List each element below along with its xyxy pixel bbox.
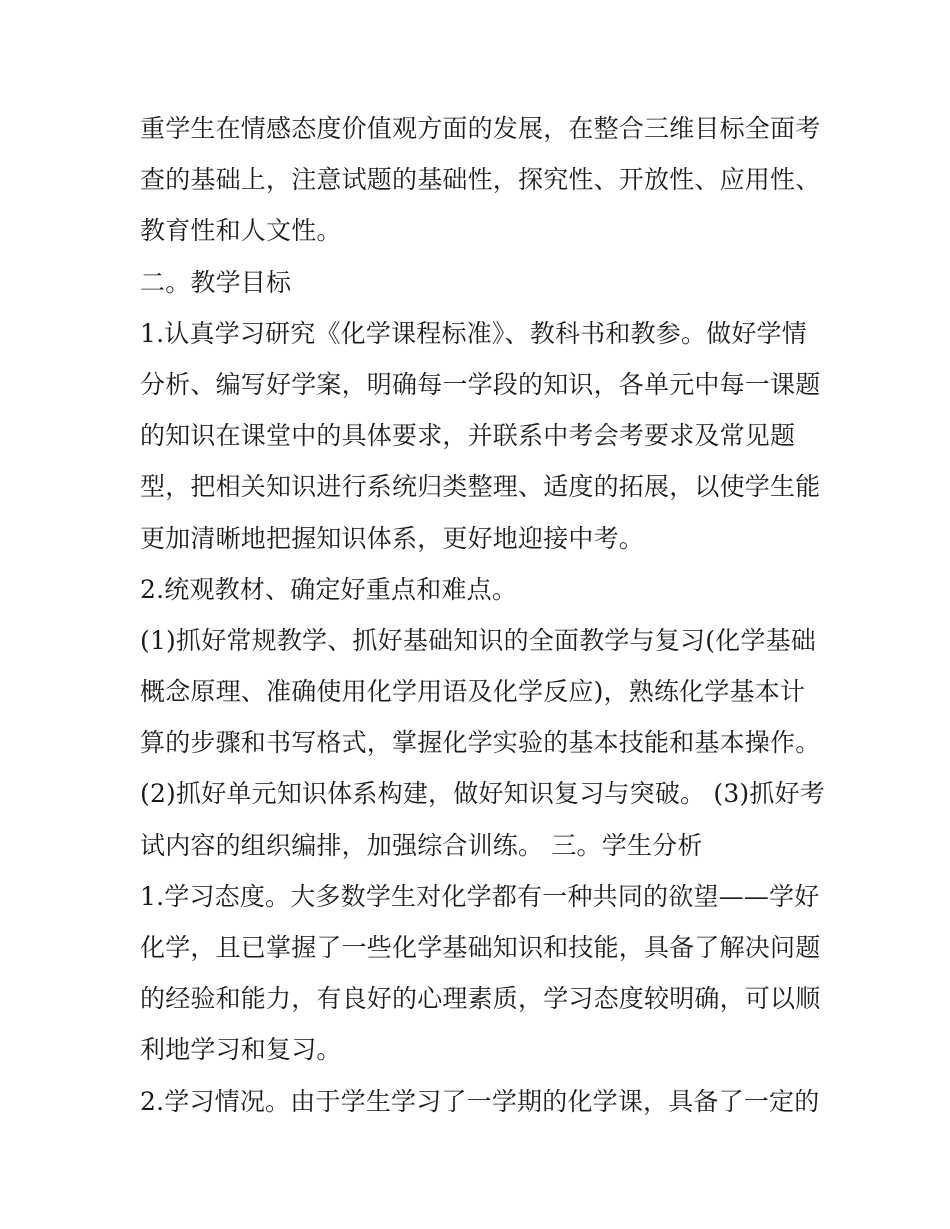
text-line: 重学生在情感态度价值观方面的发展，在整合三维目标全面考 [140,114,821,143]
text-line: 查的基础上，注意试题的基础性，探究性、开放性、应用性、 [140,165,821,195]
text-line: (1)抓好常规教学、抓好基础知识的全面教学与复习(化学基础 [140,625,816,655]
text-line: 的知识在课堂中的具体要求，并联系中考会考要求及常见题 [140,421,796,451]
text-line: 2.学习情况。由于学生学习了一学期的化学课，具备了一定的 [140,1086,820,1116]
text-line: 1.认真学习研究《化学课程标准》、教科书和教参。做好学情 [140,318,807,348]
document-body [140,103,825,1127]
text-line: 更加清晰地把握知识体系，更好地迎接中考。 [140,523,645,553]
text-line: 利地学习和复习。 [140,1035,342,1065]
text-line: 的经验和能力，有良好的心理素质，学习态度较明确，可以顺 [140,984,821,1014]
text-line: 概念原理、准确使用化学用语及化学反应)，熟练化学基本计 [140,677,806,707]
text-line: 分析、编写好学案，明确每一学段的知识，各单元中每一课题 [140,369,821,399]
text-line: 教育性和人文性。 [140,216,342,246]
text-line: 1.学习态度。大多数学生对化学都有一种共同的欲望——学好 [140,881,820,911]
text-line: 试内容的组织编排，加强综合训练。 三。学生分析 [140,830,703,860]
text-line: 型，把相关知识进行系统归类整理、适度的拓展，以使学生能 [140,472,821,502]
text-line: (2)抓好单元知识体系构建，做好知识复习与突破。 (3)抓好考 [140,779,825,809]
text-line: 算的步骤和书写格式，掌握化学实验的基本技能和基本操作。 [140,728,821,758]
text-line: 化学，且已掌握了一些化学基础知识和技能，具备了解决问题 [140,933,821,962]
section-heading-teaching-goals: 二。教学目标 [140,267,292,297]
text-line: 2.统观教材、确定好重点和难点。 [140,574,518,604]
